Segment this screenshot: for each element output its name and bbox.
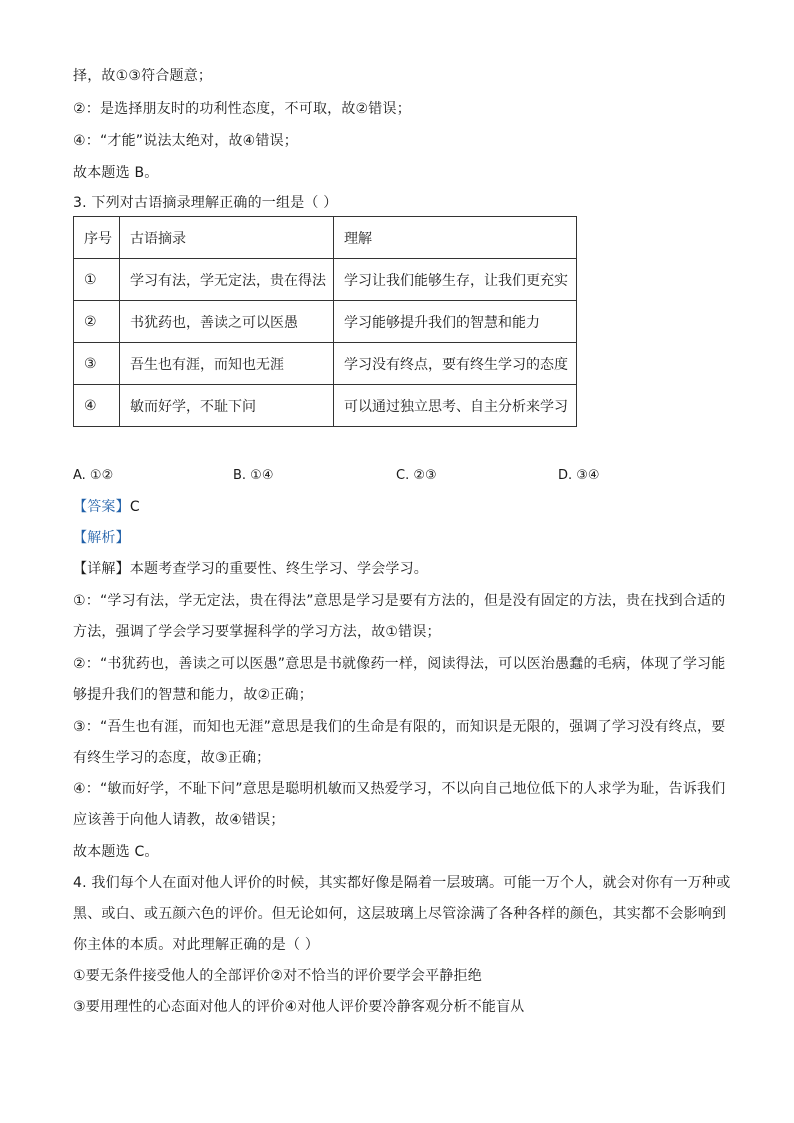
- question-4-stem: 4. 我们每个人在面对他人评价的时候，其实都好像是隔着一层玻璃。可能一万个人，就会对你有一万种或: [73, 875, 731, 891]
- text-line: 有终生学习的态度，故③正确；: [73, 750, 271, 766]
- text-line: 故本题选 B。: [73, 165, 159, 181]
- quote-table: [73, 216, 577, 427]
- table-row: [74, 343, 577, 385]
- option-b: B. ①④: [233, 468, 274, 483]
- table-cell: 吾生也有涯，而知也无涯: [120, 343, 334, 385]
- table-cell: ③: [74, 343, 120, 385]
- text-line: 方法，强调了学会学习要掌握科学的学习方法，故①错误；: [73, 624, 441, 640]
- option-d: D. ③④: [558, 468, 600, 483]
- answer-tag: 【答案】: [73, 499, 130, 515]
- text-line: ④：“敏而好学，不耻下问”意思是聪明机敏而又热爱学习，不以向自己地位低下的人求学为耻，告诉我们: [73, 781, 726, 797]
- table-cell: 可以通过独立思考、自主分析来学习: [334, 385, 577, 427]
- detail-tag: 【详解】: [73, 561, 130, 577]
- table-header-cell: 序号: [74, 217, 120, 259]
- table-cell: ①: [74, 259, 120, 301]
- table-cell: 学习能够提升我们的智慧和能力: [334, 301, 577, 343]
- text-line: 你主体的本质。对此理解正确的是（ ）: [73, 937, 320, 953]
- text-line: ②：是选择朋友时的功利性态度，不可取，故②错误；: [73, 101, 411, 117]
- table-cell: 学习让我们能够生存，让我们更充实: [334, 259, 577, 301]
- text-line: 黑、或白、或五颜六色的评价。但无论如何，这层玻璃上尽管涂满了各种各样的颜色，其实都不会影响到: [73, 906, 727, 922]
- statement-line: ③要用理性的心态面对他人的评价④对他人评价要冷静客观分析不能盲从: [73, 999, 525, 1015]
- text-line: ①：“学习有法，学无定法，贵在得法”意思是学习是要有方法的，但是没有固定的方法，贵在找到合适的: [73, 593, 726, 609]
- table-cell: 学习有法，学无定法，贵在得法: [120, 259, 334, 301]
- detail-text: 本题考查学习的重要性、终生学习、学会学习。: [129, 561, 429, 577]
- analysis-line: [73, 528, 130, 548]
- text-line: ②：“书犹药也，善读之可以医愚”意思是书就像药一样，阅读得法，可以医治愚蠢的毛病，体现了学习能: [73, 656, 726, 672]
- statement-line: ①要无条件接受他人的全部评价②对不恰当的评价要学会平静拒绝: [73, 968, 482, 984]
- table-row: [74, 301, 577, 343]
- text-line: 够提升我们的智慧和能力，故②正确；: [73, 687, 313, 703]
- table-cell: ②: [74, 301, 120, 343]
- text-line: ③：“吾生也有涯，而知也无涯”意思是我们的生命是有限的，而知识是无限的，强调了学习没有终点，要: [73, 719, 726, 735]
- text-line: ④：“才能”说法太绝对，故④错误；: [73, 133, 299, 149]
- analysis-tag: 【解析】: [73, 530, 130, 546]
- answer-line: [73, 497, 140, 517]
- table-cell: ④: [74, 385, 120, 427]
- table-cell: 敏而好学，不耻下问: [120, 385, 334, 427]
- table-header-row: [74, 217, 577, 259]
- answer-value: C: [129, 499, 140, 515]
- text-line: 故本题选 C。: [73, 844, 159, 860]
- table-cell: 书犹药也，善读之可以医愚: [120, 301, 334, 343]
- option-a: A. ①②: [73, 468, 114, 483]
- text-line: 择，故①③符合题意；: [73, 68, 213, 84]
- table-cell: 学习没有终点，要有终生学习的态度: [334, 343, 577, 385]
- detail-line: [73, 559, 428, 579]
- text-line: 应该善于向他人请教，故④错误；: [73, 812, 285, 828]
- table-row: [74, 259, 577, 301]
- table-header-cell: 古语摘录: [120, 217, 334, 259]
- option-c: C. ②③: [396, 468, 437, 483]
- table-row: [74, 385, 577, 427]
- table-header-cell: 理解: [334, 217, 577, 259]
- question-3-stem: 3. 下列对古语摘录理解正确的一组是（ ）: [73, 195, 338, 211]
